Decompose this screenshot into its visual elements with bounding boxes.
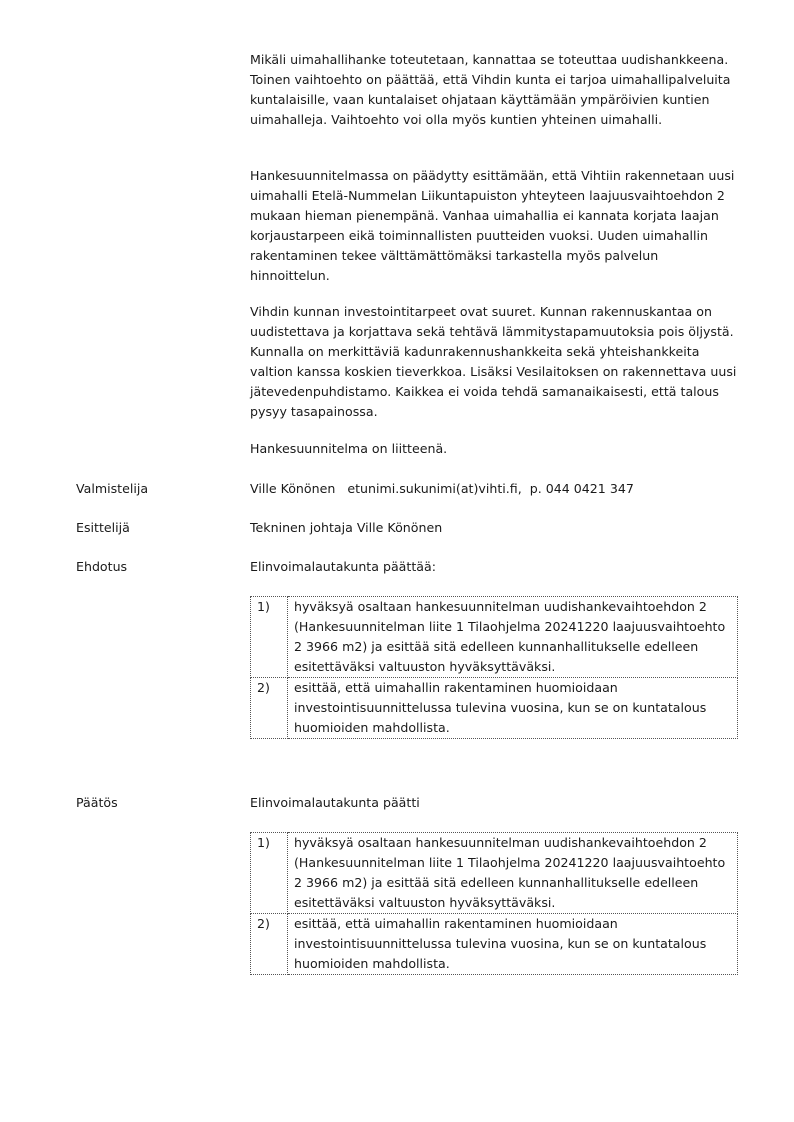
intro-paragraph-3: Vihdin kunnan investointitarpeet ovat suuret. Kunnan rakennuskantaa on uudistettava ja korjattava sekä tehtävä lämmitystapamuutoksia pois öljystä. Kunnalla on merkittäviä kadunrakennushankkeita sekä yhteishankkeita valtion kanssa koskien tieverkkoa. Lisäksi Vesilaitoksen on rakennettava uusi jätevedenpuhdistamo. Kaikkea ei voida tehdä samanaikaisesti, että talous pysyy tasapainossa. (250, 304, 737, 419)
paatos-intro: Elinvoimalautakunta päätti (250, 795, 420, 810)
intro-paragraph-1: Mikäli uimahallihanke toteutetaan, kannattaa se toteuttaa uudishankkeena. Toinen vaihtoehto on päättää, että Vihdin kunta ei tarjoa uimahallipalveluita kuntalaisille, vaan kuntalaiset ohjataan käyttämään ympäröivien kuntien uimahalleja. Vaihtoehto voi olla myös kuntien yhteinen uimahalli. (250, 52, 731, 127)
valmistelija-value: Ville Könönen etunimi.sukunimi(at)vihti.fi, p. 044 0421 347 (250, 481, 634, 496)
esittelija-value: Tekninen johtaja Ville Könönen (250, 520, 443, 535)
item-text: hyväksyä osaltaan hankesuunnitelman uudishankevaihtoehdon 2 (Hankesuunnitelman liite 1 Tilaohjelma 20241220 laajuusvaihtoehto 2 3966 m2) ja esittää sitä edelleen kunnanhallitukselle edelleen esitettäväksi valtuuston hyväksyttäväksi. (288, 597, 738, 678)
item-text: esittää, että uimahallin rakentaminen huomioidaan investointisuunnittelussa tulevina vuosina, kun se on kuntatalous huomioiden mahdollista. (288, 914, 738, 975)
item-number: 1) (251, 597, 288, 678)
intro-paragraph-4: Hankesuunnitelma on liitteenä. (250, 441, 448, 456)
ehdotus-table (250, 596, 738, 739)
item-number: 1) (251, 833, 288, 914)
valmistelija-label: Valmistelija (76, 481, 149, 496)
item-text: hyväksyä osaltaan hankesuunnitelman uudishankevaihtoehdon 2 (Hankesuunnitelman liite 1 Tilaohjelma 20241220 laajuusvaihtoehto 2 3966 m2) ja esittää sitä edelleen kunnanhallitukselle edelleen esitettäväksi valtuuston hyväksyttäväksi. (288, 833, 738, 914)
intro-paragraph-2: Hankesuunnitelmassa on päädytty esittämään, että Vihtiin rakennetaan uusi uimahalli Etelä-Nummelan Liikuntapuiston yhteyteen laajuusvaihtoehdon 2 mukaan hieman pienempänä. Vanhaa uimahallia ei kannata korjata laajan korjaustarpeen eikä toiminnallisten puutteiden vuoksi. Uuden uimahallin rakentaminen tekee välttämättömäksi tarkastella myös palvelun hinnoittelun. (250, 168, 735, 283)
item-number: 2) (251, 678, 288, 739)
paatos-label: Päätös (76, 795, 118, 810)
ehdotus-label: Ehdotus (76, 559, 128, 574)
table-row (251, 678, 738, 739)
table-row (251, 914, 738, 975)
item-number: 2) (251, 914, 288, 975)
esittelija-label: Esittelijä (76, 520, 130, 535)
item-text: esittää, että uimahallin rakentaminen huomioidaan investointisuunnittelussa tulevina vuosina, kun se on kuntatalous huomioiden mahdollista. (288, 678, 738, 739)
table-row (251, 833, 738, 914)
paatos-table (250, 832, 738, 975)
table-row (251, 597, 738, 678)
ehdotus-intro: Elinvoimalautakunta päättää: (250, 559, 436, 574)
